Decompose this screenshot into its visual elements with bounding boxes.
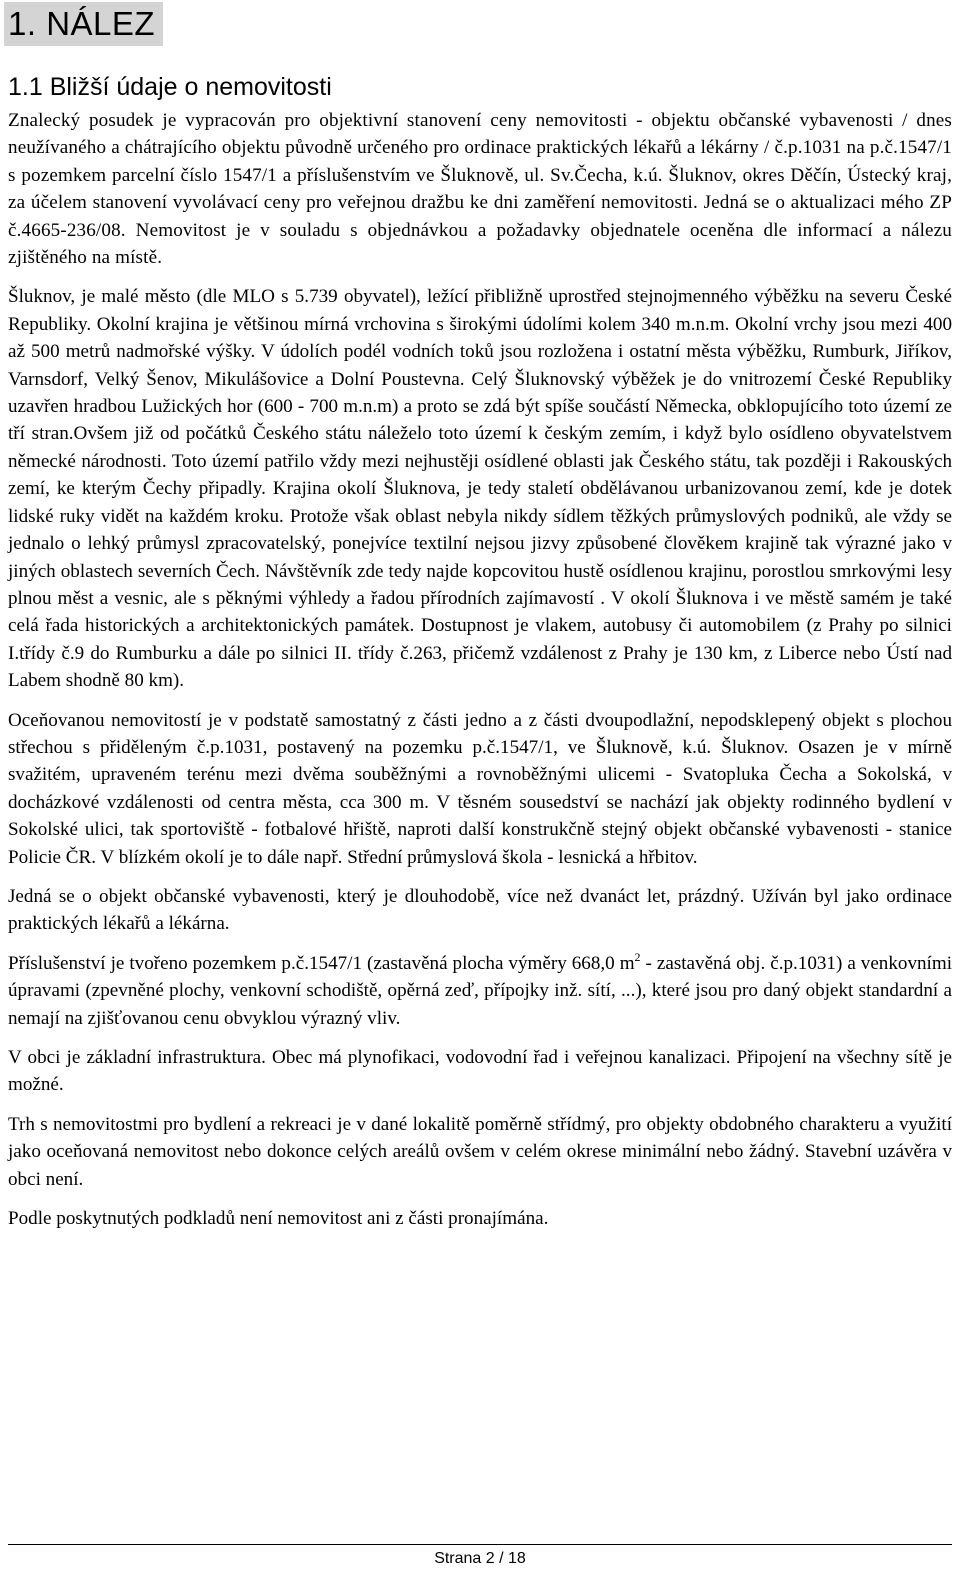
paragraph-market: Trh s nemovitostmi pro bydlení a rekreaci je v dané lokalitě poměrně střídmý, pro objekty obdobného charakteru a využití jako oceňovaná nemovitost nebo dokonce celých areálů ovšem v celém okrese minimální nebo žádný. Stavební uzávěra v obci není. — [8, 1113, 952, 1190]
accessories-text-after: - zastavěná obj. č.p.1031) a venkovními úpravami (zpevněné plochy, venkovní schodiště, opěrná zeď, přípojky inž. sítí, ...), které jsou pro daný objekt standardní a nemají na zjišťovanou cenu obvyklou výrazný vliv. — [8, 952, 952, 1029]
paragraph-infrastructure: V obci je základní infrastruktura. Obec má plynofikaci, vodovodní řad i veřejnou kanalizaci. Připojení na všechny sítě je možné. — [8, 1047, 952, 1096]
accessories-text-before: Příslušenství je tvořeno pozemkem p.č.1547/1 (zastavěná plocha výměry 668,0 m — [8, 952, 635, 974]
footer-divider — [8, 1544, 952, 1545]
section-heading: 1. NÁLEZ — [4, 2, 163, 46]
area-unit-superscript: 2 — [634, 949, 641, 964]
paragraph-lease: Podle poskytnutých podkladů není nemovitost ani z části pronajímána. — [8, 1208, 549, 1230]
subsection-heading: 1.1 Bližší údaje o nemovitosti — [8, 73, 332, 101]
paragraph-town-description: Šluknov, je malé město (dle MLO s 5.739 obyvatel), ležící přibližně uprostřed stejnojmenného výběžku na severu České Republiky. Okolní krajina je většinou mírná vrchovina s širokými údolími kolem 340 m.n.m. Okolní vrchy jsou mezi 400 až 500 metrů nadmořské výšky. V údolích podél vodních toků jsou rozložena i ostatní města výběžku, Rumburk, Jiříkov, Varnsdorf, Velký Šenov, Mikulášovice a Dolní Poustevna. Celý Šluknovský výběžek je do vnitrozemí České Republiky uzavřen hradbou Lužických hor (600 - 700 m.n.m) a proto se zdá být spíše součástí Německa, obklopujícího toto území ze tří stran.Ovšem již od počátků Českého státu náleželo toto území k českým zemím, i když bylo osídleno obyvatelstvem německé národnosti. Toto území patřilo vždy mezi nejhustěji osídlené oblasti jak Českého státu, tak později i Rakouských zemí, ke kterým Čechy připadly. Krajina okolí Šluknova, je tedy staletí obdělávanou urbanizovanou zemí, kde je dotek lidské ruky vidět na každém kroku. Protože však oblast nebyla nikdy sídlem těžkých průmyslových podniků, ale vždy se jednalo o lehký průmysl zpracovatelský, ponejvíce textilní nejsou jizvy způsobené člověkem krajině tak výrazné jako v jiných oblastech severních Čech. Návštěvník zde tedy najde kopcovitou hustě osídlenou krajinu, porostlou smrkovými lesy plnou měst a vesnic, ale s pěknými výhledy a řadou přírodních zajímavostí . V okolí Šluknova i ve městě samém je také celá řada historických a architektonických památek. Dostupnost je vlakem, autobusy či automobilem (z Prahy po silnici I.třídy č.9 do Rumburku a dále po silnici II. třídy č.263, přičemž vzdálenost z Prahy je 130 km, z Liberce nebo Ústí nad Labem shodně 80 km). — [8, 286, 952, 692]
paragraph-accessories — [8, 950, 952, 1032]
paragraph-property-use: Jedná se o objekt občanské vybavenosti, který je dlouhodobě, více než dvanáct let, prázdný. Užíván byl jako ordinace praktických lékařů a lékárna. — [8, 885, 952, 935]
paragraph-property-location: Oceňovanou nemovitostí je v podstatě samostatný z části jedno a z části dvoupodlažní, nepodsklepený objekt s plochou střechou s přiděleným č.p.1031, postavený na pozemku p.č.1547/1, ve Šluknově, k.ú. Šluknov. Osazen je v mírně svažitém, upraveném terénu mezi dvěma souběžnými a rovnoběžnými ulicemi - Svatopluka Čecha a Sokolská, v docházkové vzdálenosti od centra města, cca 300 m. V těsném sousedství se nachází jak objekty rodinného bydlení v Sokolské ulici, tak sportoviště - fotbalové hřiště, naproti další konstrukčně stejný objekt občanské vybavenosti - stanice Policie ČR. V blízkém okolí je to dále např. Střední průmyslová škola - lesnická a hřbitov. — [8, 709, 952, 868]
page-number: Strana 2 / 18 — [434, 1550, 526, 1567]
paragraph-intro: Znalecký posudek je vypracován pro objektivní stanovení ceny nemovitosti - objektu občanské vybavenosti / dnes neužívaného a chátrajícího objektu původně určeného pro ordinace praktických lékařů a lékárny / č.p.1031 na p.č.1547/1 s pozemkem parcelní číslo 1547/1 a příslušenstvím ve Šluknově, ul. Sv.Čecha, k.ú. Šluknov, okres Děčín, Ústecký kraj, za účelem stanovení vyvolávací ceny pro veřejnou dražbu ke dni zaměření nemovitosti. Jedná se o aktualizaci mého ZP č.4665-236/08. Nemovitost je v souladu s objednávkou a požadavky objednatele oceněna dle informací a nálezu zjištěného na místě. — [8, 110, 952, 269]
document-body — [8, 107, 952, 1244]
